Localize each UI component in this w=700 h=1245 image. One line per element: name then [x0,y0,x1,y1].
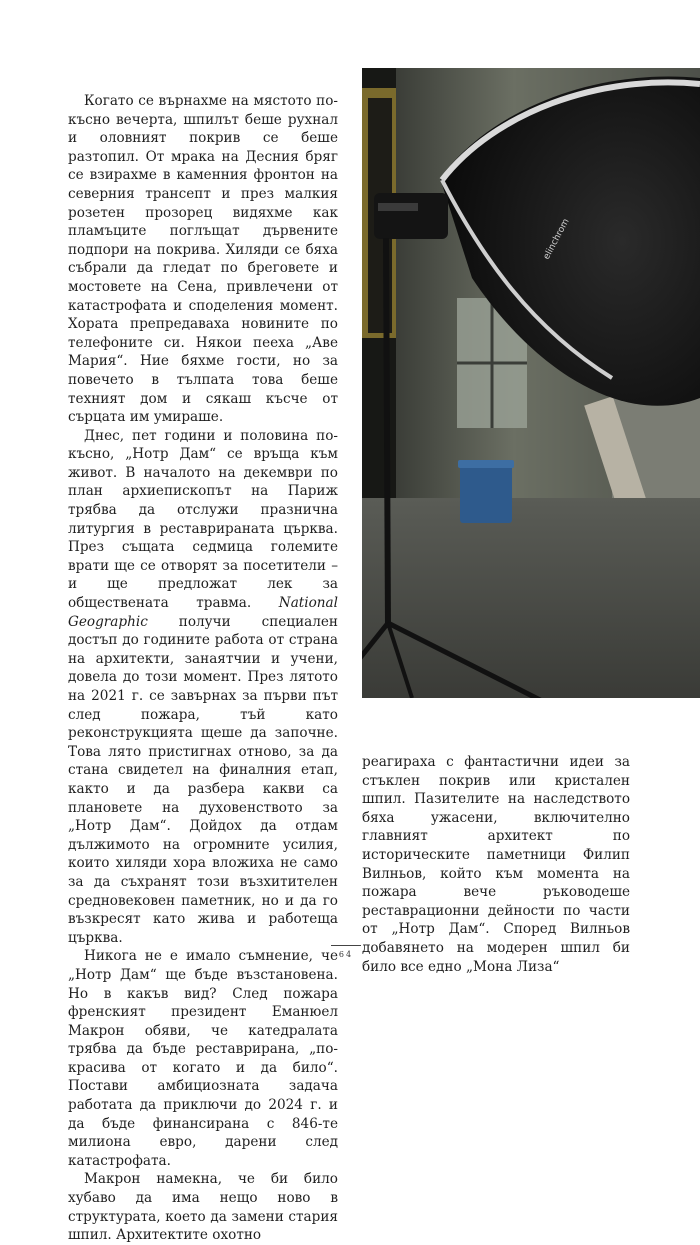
paragraph-right: реагираха с фантастични идеи за стъклен покрив или кристален шпил. Пазителите на наследството бяха ужасени, включително главният архитект по историческите паметници Филип Вилньов, който към момента на пожара вече ръководеше реставрационни дейности по части от „Нотр Дам“. Според Вилньов добавянето на модерен шпил би било все едно „Мона Лиза“ [362,754,630,975]
paragraph-1: Когато се върнахме на мястото по-късно вечерта, шпилът беше рухнал и оловният покрив се беше разтопил. От мрака на Десния бряг се взирахме в каменния фронтон на северния трансепт и през малкия розетен прозорец видяхме как пламъците поглъщат дървените подпори на покрива. Хиляди се бяха събрали да гледат по бреговете и мостовете на Сена, привлечени от катастрофата и споделения момент. Хората препредаваха новините по телефоните си. Някои пееха „Аве Мария“. Ние бяхме гости, но за повечето в тълпата това беше техният дом и сякаш късче от сърцата им умираше. [68,93,338,426]
magazine-name: National Geographic [68,595,338,630]
page-number-rule [331,945,361,946]
softbox-brand: elinchrom [541,217,572,262]
article-column-left [68,92,338,1245]
paragraph-2 [68,427,338,948]
paragraph-4: Макрон намекна, че би било хубаво да има нещо ново в структурата, което да замени стария шпил. Архитектите охотно [68,1171,338,1244]
page-number: 64 [338,950,354,959]
article-column-right [362,753,630,976]
flash-head [374,193,448,239]
paragraph-2-part-a: Днес, пет години и половина по-късно, „Нотр Дам“ се връща към живот. В началото на декември по план архиепископът на Париж трябва да отслужи празнична литургия в реставрираната църква. През същата седмица големите врати ще се отворят за посетители – и ще предложат лек за обществената травма. [68,427,338,612]
paragraph-2-part-b: получи специален достъп до годините работа от страна на архитекти, занаятчии и учени, довела до този момент. През лятото на 2021 г. се завърнах за първи път след пожара, тъй като реконструкцията щеше да започне. Това лято пристигнах отново, за да стана свидетел на финалния етап, както и да разбера какви са плановете на духовенството за „Нотр Дам“. Дойдох да отдам дължимото на огромните усилия, които хиляди хора вложиха не само за да съхранят този възхитителен средновековен паметник, но и да го възкресят като жива и работеща църква. [68,613,338,946]
studio-light-photo [362,68,700,698]
blue-bin [460,463,512,523]
paragraph-3: Никога не е имало съмнение, че „Нотр Дам“ ще бъде възстановена. Но в какъв вид? След пожара френският президент Еманюел Макрон обяви, че катедралата трябва да бъде реставрирана, „по-красива от когато и да било“. Постави амбициозната задача работата да приключи до 2024 г. и да бъде финансирана с 846-те милиона евро, дарени след катастрофата. [68,948,338,1169]
